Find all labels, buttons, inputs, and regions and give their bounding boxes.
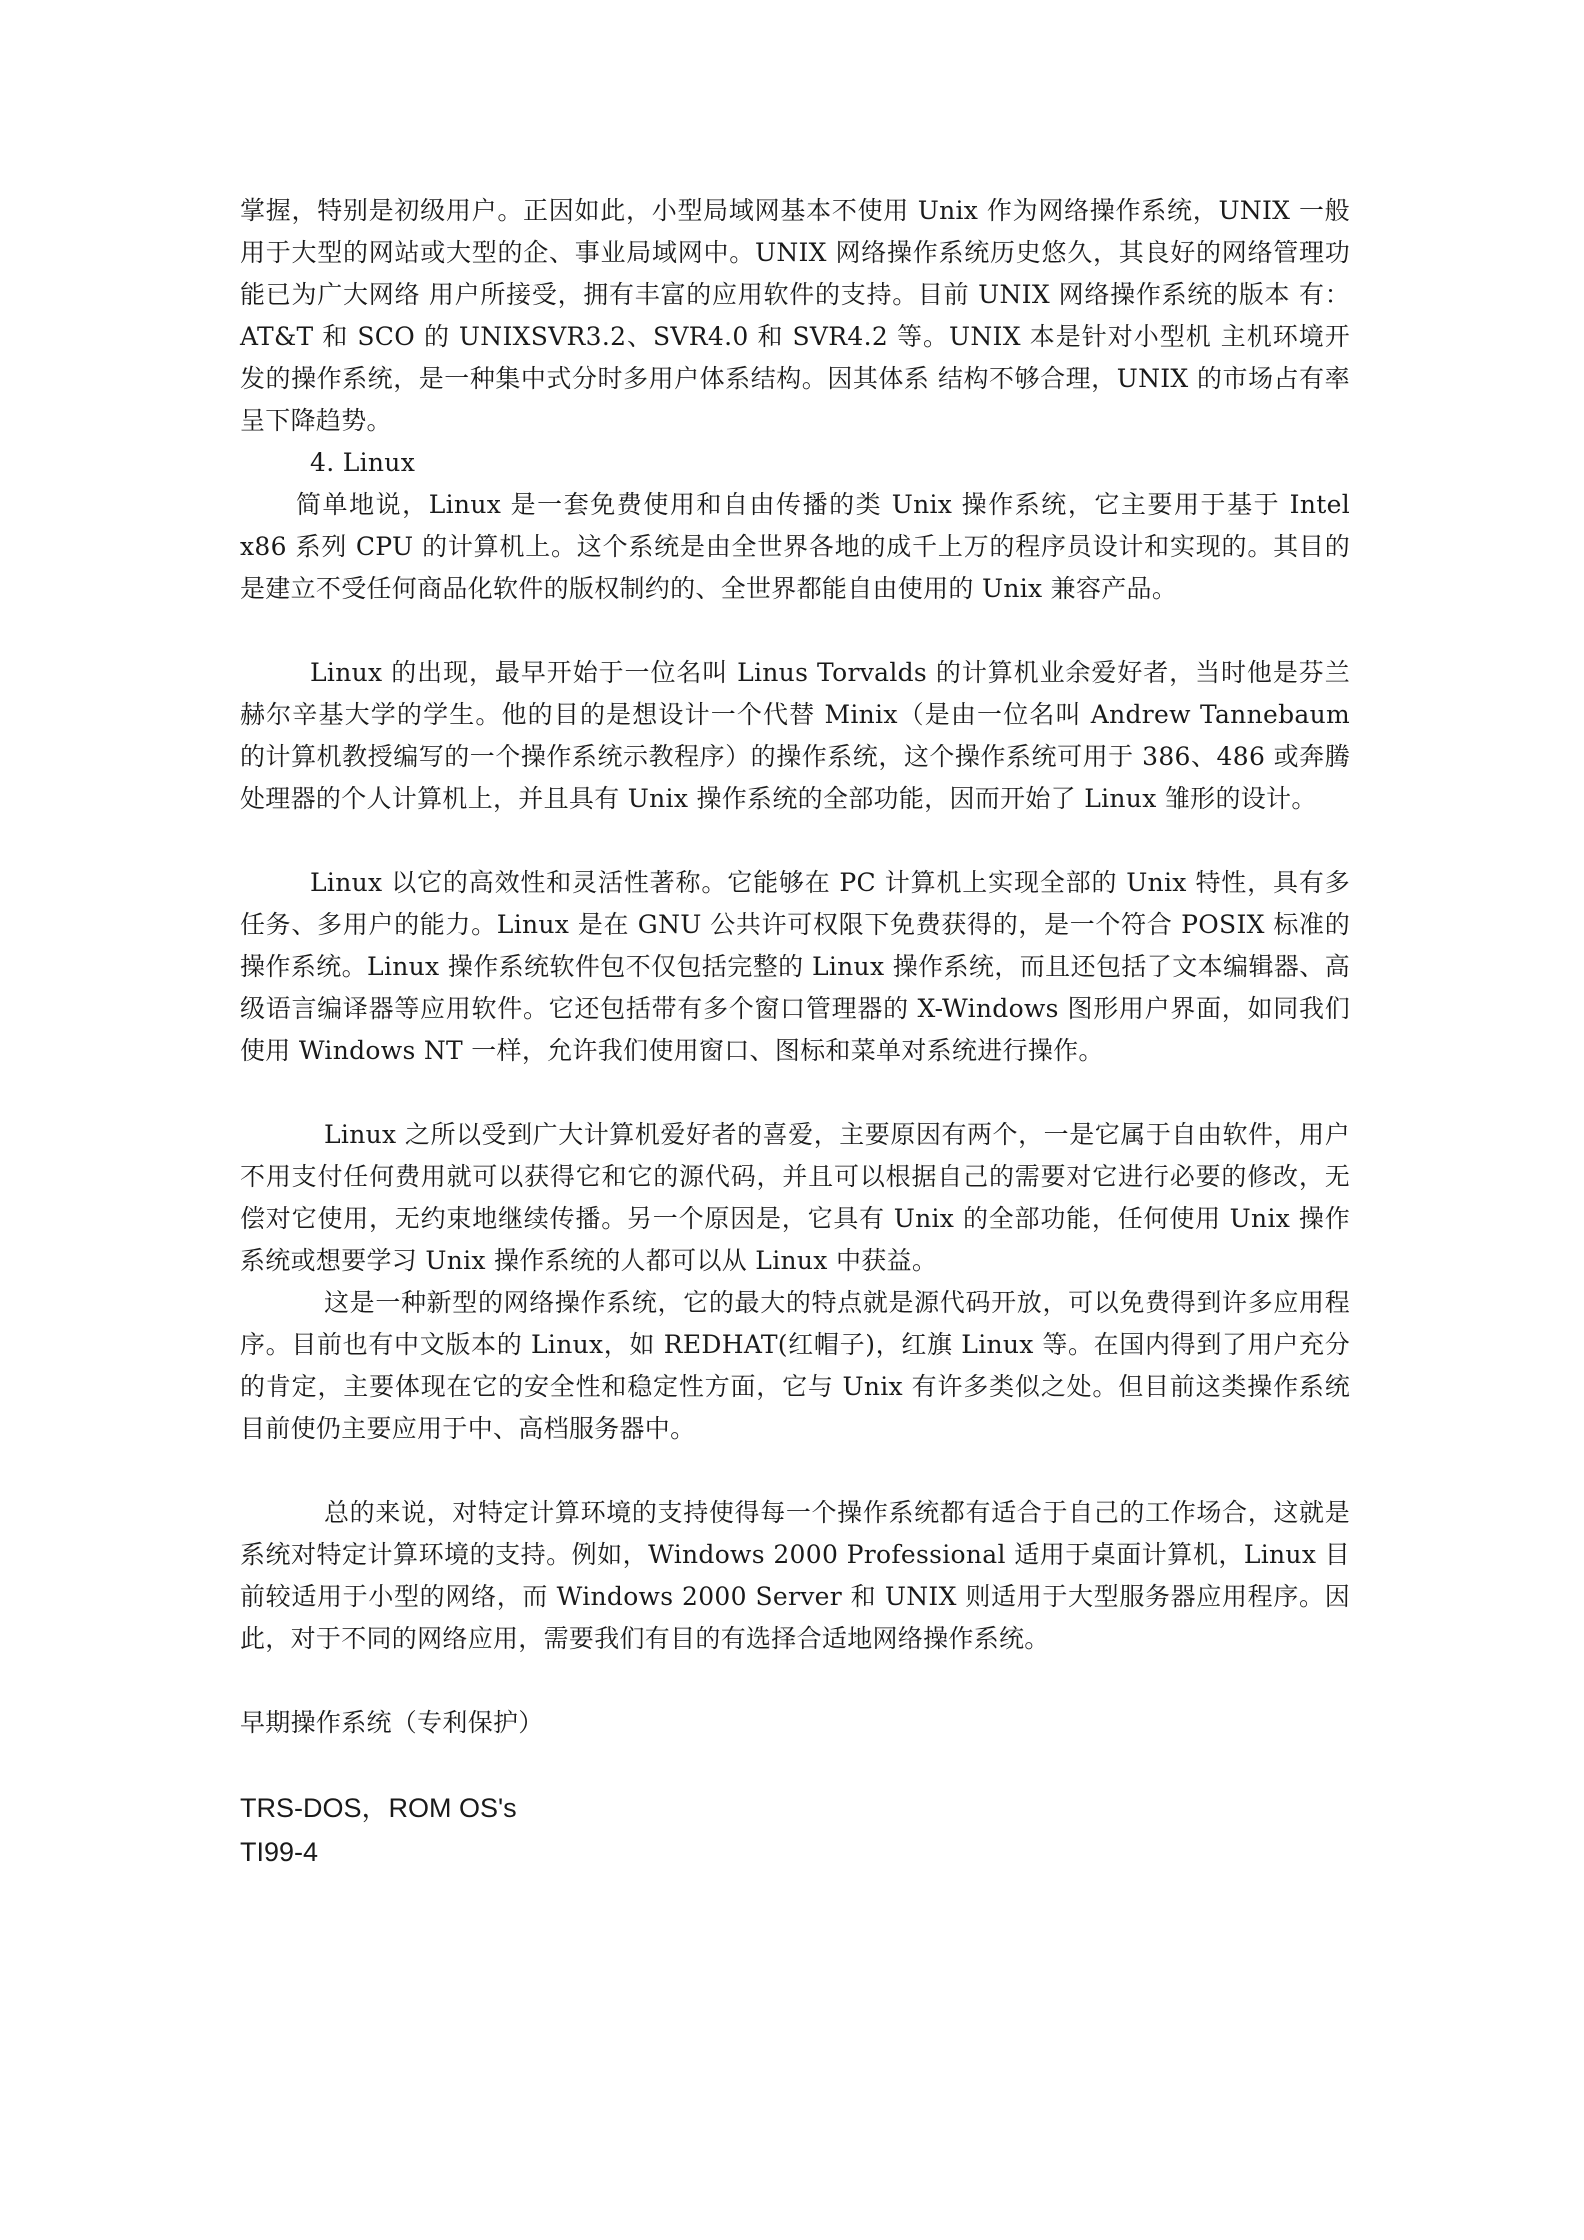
paragraph-ti99: TI99-4 xyxy=(240,1837,319,1867)
paragraph-linux-network-os: 这是一种新型的网络操作系统，它的最大的特点就是源代码开放，可以免费得到许多应用程序。目前也有中文版本的 Linux，如 REDHAT(红帽子)，红旗 Linux 等。在国内得到了用户充分的肯定，主要体现在它的安全性和稳定性方面，它与 Unix 有许多类似之处。但目前这类操作系统目前使仍主要应用于中、高档服务器中。 xyxy=(240,1288,1350,1443)
paragraph-linux-intro: 简单地说，Linux 是一套免费使用和自由传播的类 Unix 操作系统，它主要用于基于 Intel x86 系列 CPU 的计算机上。这个系统是由全世界各地的成千上万的程序员设计和实现的。其目的是建立不受任何商品化软件的版权制约的、全世界都能自由使用的 Unix 兼容产品。 xyxy=(240,490,1350,603)
paragraph-early-os-title: 早期操作系统（专利保护） xyxy=(240,1708,544,1737)
document-page xyxy=(240,190,1350,1874)
paragraph-linux-popularity: Linux 之所以受到广大计算机爱好者的喜爱，主要原因有两个，一是它属于自由软件，用户不用支付任何费用就可以获得它和它的源代码，并且可以根据自己的需要对它进行必要的修改，无偿对它使用，无约束地继续传播。另一个原因是，它具有 Unix 的全部功能，任何使用 Unix 操作系统或想要学习 Unix 操作系统的人都可以从 Linux 中获益。 xyxy=(240,1120,1350,1275)
paragraph-unix-summary: 掌握，特别是初级用户。正因如此，小型局域网基本不使用 Unix 作为网络操作系统，UNIX 一般用于大型的网站或大型的企、事业局域网中。UNIX 网络操作系统历史悠久，其良好的网络管理功能已为广大网络 用户所接受，拥有丰富的应用软件的支持。目前 UNIX 网络操作系统的版本 有：AT&T 和 SCO 的 UNIXSVR3.2、SVR4.0 和 SVR4.2 等。UNIX 本是针对小型机 主机环境开发的操作系统，是一种集中式分时多用户体系结构。因其体系 结构不够合理，UNIX 的市场占有率呈下降趋势。 xyxy=(240,196,1350,435)
section-heading-linux: 4. Linux xyxy=(310,448,416,477)
paragraph-trs-dos: TRS-DOS，ROM OS's xyxy=(240,1793,517,1823)
paragraph-conclusion: 总的来说，对特定计算环境的支持使得每一个操作系统都有适合于自己的工作场合，这就是系统对特定计算环境的支持。例如，Windows 2000 Professional 适用于桌面计算机，Linux 目前较适用于小型的网络，而 Windows 2000 Server 和 UNIX 则适用于大型服务器应用程序。因此，对于不同的网络应用，需要我们有目的有选择合适地网络操作系统。 xyxy=(240,1498,1350,1653)
paragraph-linux-features: Linux 以它的高效性和灵活性著称。它能够在 PC 计算机上实现全部的 Unix 特性，具有多任务、多用户的能力。Linux 是在 GNU 公共许可权限下免费获得的，是一个符合 POSIX 标准的操作系统。Linux 操作系统软件包不仅包括完整的 Linux 操作系统，而且还包括了文本编辑器、高级语言编译器等应用软件。它还包括带有多个窗口管理器的 X-Windows 图形用户界面，如同我们使用 Windows NT 一样，允许我们使用窗口、图标和菜单对系统进行操作。 xyxy=(240,868,1350,1065)
paragraph-linux-origin: Linux 的出现，最早开始于一位名叫 Linus Torvalds 的计算机业余爱好者，当时他是芬兰赫尔辛基大学的学生。他的目的是想设计一个代替 Minix（是由一位名叫 Andrew Tannebaum 的计算机教授编写的一个操作系统示教程序）的操作系统，这个操作系统可用于 386、486 或奔腾处理器的个人计算机上，并且具有 Unix 操作系统的全部功能，因而开始了 Linux 雏形的设计。 xyxy=(240,658,1350,813)
